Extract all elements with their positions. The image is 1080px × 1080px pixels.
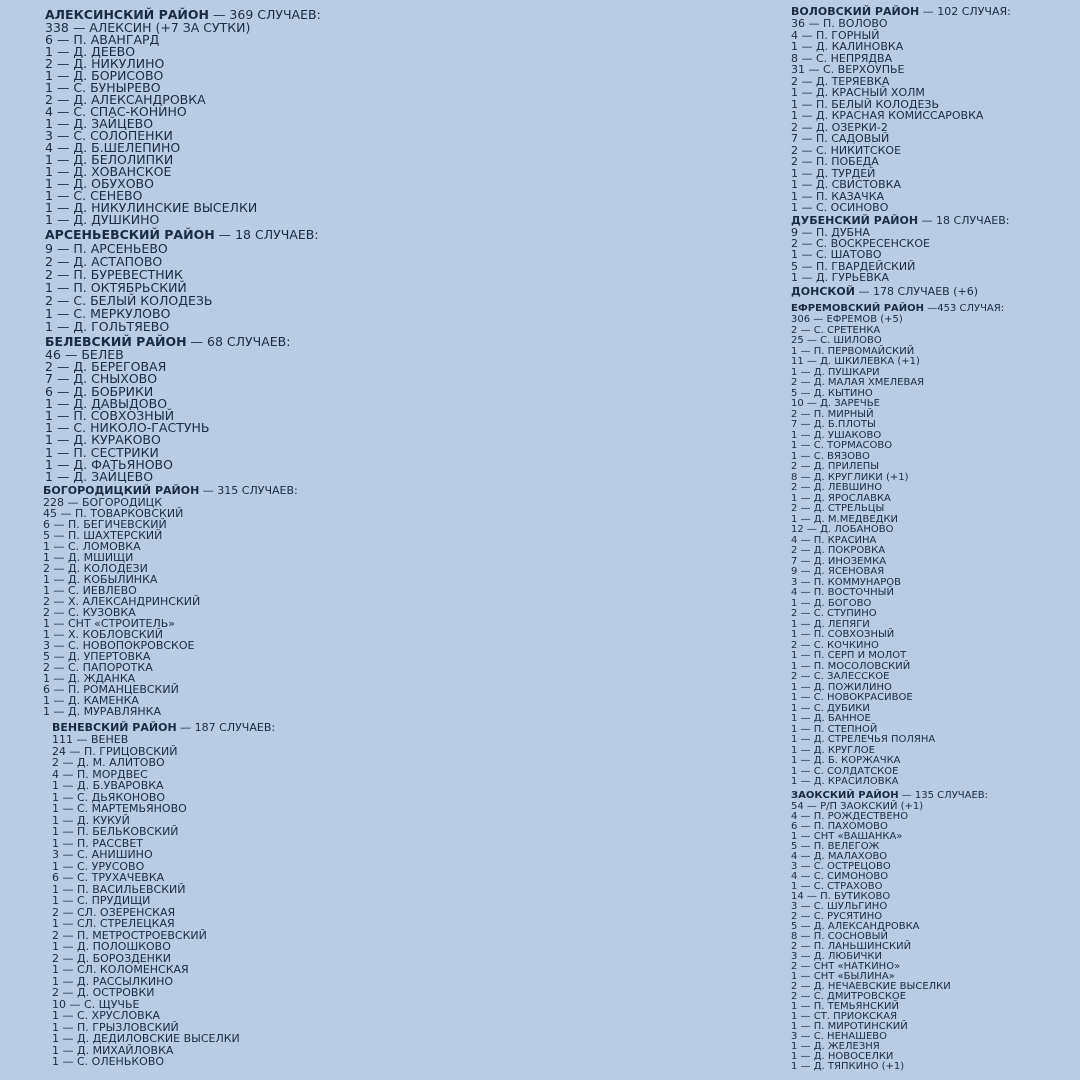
settlement-list <box>45 242 319 333</box>
case-count: — 102 СЛУЧАЯ: <box>919 5 1011 18</box>
settlement-line: 1 — СЛ. СТРЕЛЕЦКАЯ <box>52 917 175 930</box>
settlement-line: 1 — Д. ХОВАНСКОЕ <box>45 164 172 179</box>
district-title: ВЕНЕВСКИЙ РАЙОН <box>52 721 177 734</box>
settlement-line: 2 — Д. М. АЛИТОВО <box>52 756 165 769</box>
settlement-line: 1 — СНТ «БЫЛИНА» <box>791 971 895 982</box>
settlement-line: 12 — Д. ЛОБАНОВО <box>791 524 894 535</box>
settlement-line: 1 — Д. ДЕЕВО <box>45 44 136 59</box>
settlement-line: 1 — П. ПЕРВОМАЙСКИЙ <box>791 345 915 357</box>
settlement-list <box>52 734 275 1068</box>
settlement-line: 4 — Д. Б.ШЕЛЕПИНО <box>45 140 181 155</box>
settlement-line: 25 — С. ШИЛОВО <box>791 335 882 346</box>
settlement-line: 1 — СТ. ПРИОКСКАЯ <box>791 1011 898 1022</box>
settlement-line: 1 — Д. ПОЖИЛИНО <box>791 681 892 693</box>
settlement-line: 8 — С. НЕПРЯДВА <box>791 51 893 65</box>
settlement-line: 2 — Д. НИКУЛИНО <box>45 56 165 71</box>
settlement-line: 1 — С. ТОРМАСОВО <box>791 440 893 451</box>
settlement-line: 9 — П. АРСЕНЬЕВО <box>45 241 168 256</box>
settlement-line: 1 — С. МАРТЕМЬЯНОВО <box>52 802 187 815</box>
settlement-line: 338 — АЛЕКСИН (+7 ЗА СУТКИ) <box>45 20 251 35</box>
settlement-line: 6 — П. ПАХОМОВО <box>791 821 888 832</box>
settlement-line: 7 — Д. СНЫХОВО <box>45 371 158 387</box>
settlement-line: 2 — П. ЛАНЬШИНСКИЙ <box>791 941 912 952</box>
settlement-line: 4 — П. МОРДВЕС <box>52 767 148 781</box>
settlement-line: 1 — С. ШАТОВО <box>791 248 882 262</box>
settlement-list <box>45 349 290 483</box>
settlement-line: 5 — П. ШАХТЕРСКИЙ <box>43 529 163 542</box>
settlement-line: 6 — П. РОМАНЦЕВСКИЙ <box>43 683 179 696</box>
settlement-line: 1 — С. ОСИНОВО <box>791 201 889 214</box>
settlement-line: 1 — С. НОВОКРАСИВОЕ <box>791 692 913 703</box>
section-zaoksky <box>791 790 988 1072</box>
section-aleksin <box>45 8 321 226</box>
settlement-line: 14 — П. БУТИКОВО <box>791 891 891 902</box>
settlement-line: 10 — Д. ЗАРЕЧЬЕ <box>791 398 880 409</box>
settlement-line: 1 — Д. ТУРДЕЙ <box>791 166 876 180</box>
section-belev <box>45 335 290 483</box>
section-venev <box>52 722 275 1068</box>
district-title: ВОЛОВСКИЙ РАЙОН <box>791 5 920 18</box>
case-count: — 178 СЛУЧАЕВ (+6) <box>854 285 978 298</box>
section-arsenev <box>45 228 319 333</box>
settlement-line: 4 — П. ВОСТОЧНЫЙ <box>791 587 894 598</box>
settlement-line: 24 — П. ГРИЦОВСКИЙ <box>52 744 178 758</box>
settlement-line: 5 — Д. КЫТИНО <box>791 387 873 399</box>
case-count: — 68 СЛУЧАЕВ: <box>186 334 291 349</box>
settlement-line: 11 — Д. ШКИЛЕВКА (+1) <box>791 356 920 367</box>
settlement-line: 1 — Д. КРУГЛОЕ <box>791 744 875 756</box>
settlement-line: 1 — Д. ФАТЬЯНОВО <box>45 456 173 472</box>
settlement-line: 2 — Д. ПРИЛЕПЫ <box>791 461 880 472</box>
settlement-line: 2 — СЛ. ОЗЕРЕНСКАЯ <box>52 905 176 919</box>
district-title: ЕФРЕМОВСКИЙ РАЙОН <box>791 303 925 314</box>
settlement-line: 1 — Д. ОБУХОВО <box>45 176 154 191</box>
settlement-line: 228 — БОГОРОДИЦК <box>43 496 163 509</box>
settlement-line: 1 — Х. КОБЛОВСКИЙ <box>43 628 163 641</box>
case-count: — 315 СЛУЧАЕВ: <box>199 484 298 497</box>
settlement-line: 1 — С. ОЛЕНЬКОВО <box>52 1055 165 1068</box>
settlement-line: 1 — П. СЕРП И МОЛОТ <box>791 650 907 661</box>
settlement-line: 2 — Д. АСТАПОВО <box>45 254 163 269</box>
settlement-line: 1 — Д. КРАСНАЯ КОМИССАРОВКА <box>791 109 984 122</box>
settlement-line: 7 — Д. Б.ПЛОТЫ <box>791 419 876 430</box>
settlement-line: 2 — С. СТУПИНО <box>791 608 877 619</box>
settlement-line: 2 — С. КОЧКИНО <box>791 639 879 651</box>
settlement-line: 1 — П. ОКТЯБРЬСКИЙ <box>45 280 187 295</box>
settlement-line: 2 — Д. АЛЕКСАНДРОВКА <box>45 92 206 107</box>
settlement-line: 45 — П. ТОВАРКОВСКИЙ <box>43 507 184 520</box>
settlement-line: 3 — С. ОСТРЕЦОВО <box>791 861 891 872</box>
settlement-line: 1 — СЛ. КОЛОМЕНСКАЯ <box>52 963 189 976</box>
settlement-line: 46 — БЕЛЕВ <box>45 347 124 362</box>
settlement-line: 9 — П. ДУБНА <box>791 226 870 239</box>
settlement-line: 1 — П. ТЕМЬЯНСКИЙ <box>791 1001 900 1012</box>
settlement-line: 1 — С. ДУБИКИ <box>791 702 870 714</box>
settlement-line: 1 — С. ВЯЗОВО <box>791 450 870 462</box>
settlement-line: 1 — Д. КУКУЙ <box>52 813 130 827</box>
district-title: БОГОРОДИЦКИЙ РАЙОН <box>43 484 200 497</box>
case-count: — 369 СЛУЧАЕВ: <box>208 7 321 22</box>
settlement-list <box>791 802 988 1072</box>
settlement-line: 1 — С. УРУСОВО <box>52 859 145 873</box>
settlement-line: 1 — Д. ЖЕЛЕЗНЯ <box>791 1041 880 1052</box>
settlement-line: 1 — СНТ «ВАШАНКА» <box>791 831 903 842</box>
settlement-line: 1 — С. ПРУДИЩИ <box>52 894 151 907</box>
settlement-line: 8 — Д. КРУГЛИКИ (+1) <box>791 471 909 483</box>
settlement-line: 2 — С. РУСЯТИНО <box>791 911 883 922</box>
settlement-line: 1 — Д. М.МЕДВЕДКИ <box>791 513 899 525</box>
settlement-line: 1 — С. НИКОЛО-ГАСТУНЬ <box>45 420 210 436</box>
settlement-line: 1 — С. СЕНЕВО <box>45 188 143 203</box>
settlement-line: 2 — Д. ПОКРОВКА <box>791 545 886 556</box>
settlement-line: 6 — С. ТРУХАЧЕВКА <box>52 871 165 884</box>
settlement-line: 1 — Д. МШИЩИ <box>43 551 134 564</box>
settlement-line: 1 — Д. ЖДАНКА <box>43 672 136 685</box>
case-count: — 18 СЛУЧАЕВ: <box>214 227 319 242</box>
settlement-line: 7 — Д. ИНОЗЕМКА <box>791 555 887 567</box>
case-count: — 187 СЛУЧАЕВ: <box>176 721 276 734</box>
settlement-line: 1 — П. ГРЫЗЛОВСКИЙ <box>52 1020 179 1034</box>
settlement-line: 1 — П. СОВХОЗНЫЙ <box>45 408 175 424</box>
settlement-line: 1 — П. БЕЛЬКОВСКИЙ <box>52 825 179 838</box>
settlement-line: 2 — Д. КОЛОДЕЗИ <box>43 562 148 575</box>
settlement-line: 1 — Д. ДАВЫДОВО <box>45 395 168 411</box>
settlement-line: 2 — С. ДМИТРОВСКОЕ <box>791 991 907 1002</box>
settlement-line: 1 — Д. ГУРЬЕВКА <box>791 270 890 284</box>
settlement-line: 1 — Д. МУРАВЛЯНКА <box>43 705 161 718</box>
settlement-line: 4 — С. СПАС-КОНИНО <box>45 104 187 119</box>
settlement-line: 1 — П. РАССВЕТ <box>52 836 143 850</box>
settlement-line: 3 — С. НОВОПОКРОВСКОЕ <box>43 639 195 652</box>
settlement-line: 3 — Д. ЛЮБИЧКИ <box>791 951 882 962</box>
settlement-line: 1 — Д. СТРЕЛЕЧЬЯ ПОЛЯНА <box>791 734 936 745</box>
settlement-line: 1 — Д. ПОЛОШКОВО <box>52 940 171 953</box>
settlement-line: 1 — Д. ГОЛЬТЯЕВО <box>45 319 170 334</box>
section-bogoroditsk <box>43 485 298 717</box>
settlement-line: 2 — П. МЕТРОСТРОЕВСКИЙ <box>52 928 207 942</box>
settlement-line: 2 — П. ПОБЕДА <box>791 155 879 168</box>
settlement-line: 1 — П. КАЗАЧКА <box>791 189 885 203</box>
settlement-line: 2 — С. ПАПОРОТКА <box>43 661 153 674</box>
settlement-line: 1 — Д. КАЛИНОВКА <box>791 40 904 53</box>
settlement-line: 1 — Д. СВИСТОВКА <box>791 178 901 191</box>
settlement-list <box>791 227 1009 283</box>
settlement-line: 2 — С. ЗАЛЕССКОЕ <box>791 671 890 682</box>
district-title: ДОНСКОЙ <box>791 285 855 298</box>
settlement-line: 1 — П. СТЕПНОЙ <box>791 723 878 735</box>
settlement-line: 5 — П. ГВАРДЕЙСКИЙ <box>791 259 916 273</box>
settlement-line: 5 — П. ВЕЛЕГОЖ <box>791 841 880 852</box>
settlement-line: 1 — Д. ДЕДИЛОВСКИЕ ВЫСЕЛКИ <box>52 1032 240 1045</box>
settlement-line: 2 — Д. ОЗЕРКИ-2 <box>791 120 888 134</box>
settlement-line: 1 — Д. БАННОЕ <box>791 713 871 724</box>
settlement-line: 1 — П. СЕСТРИКИ <box>45 444 159 460</box>
settlement-line: 1 — Д. ДУШКИНО <box>45 212 160 227</box>
settlement-line: 9 — Д. ЯСЕНОВАЯ <box>791 566 885 577</box>
settlement-line: 1 — П. БЕЛЫЙ КОЛОДЕЗЬ <box>791 97 939 111</box>
settlement-line: 8 — П. СОСНОВЫЙ <box>791 931 888 942</box>
settlement-line: 1 — Д. БЕЛОЛИПКИ <box>45 152 174 167</box>
settlement-line: 1 — Д. ЛЕПЯГИ <box>791 618 870 630</box>
district-title: БЕЛЕВСКИЙ РАЙОН <box>45 334 187 349</box>
settlement-line: 1 — С. БУНЫРЕВО <box>45 80 161 95</box>
case-count: — 18 СЛУЧАЕВ: <box>918 214 1010 227</box>
settlement-line: 1 — Д. БОГОВО <box>791 597 872 609</box>
settlement-line: 2 — Д. НЕЧАЕВСКИЕ ВЫСЕЛКИ <box>791 981 951 992</box>
settlement-line: 1 — Д. КОБЫЛИНКА <box>43 573 158 586</box>
settlement-list <box>43 497 298 717</box>
settlement-line: 6 — П. АВАНГАРД <box>45 32 160 47</box>
settlement-line: 1 — П. СОВХОЗНЫЙ <box>791 629 895 640</box>
district-title: ДУБЕНСКИЙ РАЙОН <box>791 214 919 227</box>
district-title: АЛЕКСИНСКИЙ РАЙОН <box>45 7 209 22</box>
settlement-line: 1 — Д. ТЯПКИНО (+1) <box>791 1061 905 1072</box>
settlement-line: 1 — С. МЕРКУЛОВО <box>45 306 171 321</box>
settlement-line: 2 — П. МИРНЫЙ <box>791 408 874 420</box>
settlement-line: 3 — С. СОЛОПЕНКИ <box>45 128 173 143</box>
district-title: ЗАОКСКИЙ РАЙОН <box>791 790 899 801</box>
settlement-line: 1 — Д. ЗАЙЦЕВО <box>45 469 154 485</box>
settlement-line: 1 — Д. КРАСИЛОВКА <box>791 776 899 787</box>
settlement-line: 1 — С. ЛОМОВКА <box>43 540 141 553</box>
settlement-line: 36 — П. ВОЛОВО <box>791 17 888 30</box>
section-dubna <box>791 214 1009 283</box>
settlement-line: 5 — Д. АЛЕКСАНДРОВКА <box>791 921 920 932</box>
settlement-line: 1 — Д. КРАСНЫЙ ХОЛМ <box>791 86 925 99</box>
section-heading <box>45 228 319 242</box>
settlement-line: 2 — С. КУЗОВКА <box>43 606 136 619</box>
settlement-line: 3 — С. НЕНАШЕВО <box>791 1031 888 1042</box>
settlement-line: 6 — Д. БОБРИКИ <box>45 383 154 399</box>
settlement-line: 4 — С. СИМОНОВО <box>791 871 889 882</box>
section-volovo <box>791 5 1011 214</box>
case-count: — 135 СЛУЧАЕВ: <box>898 790 989 801</box>
settlement-line: 1 — Д. ЗАЙЦЕВО <box>45 116 154 131</box>
settlement-line: 1 — С. ДЬЯКОНОВО <box>52 790 166 804</box>
settlement-line: 1 — Д. КУРАКОВО <box>45 432 161 448</box>
settlement-line: 2 — Д. МАЛАЯ ХМЕЛЕВАЯ <box>791 377 925 388</box>
settlement-line: 4 — Д. МАЛАХОВО <box>791 851 888 862</box>
section-heading <box>791 285 978 298</box>
settlement-line: 1 — С. ИЕВЛЕВО <box>43 584 137 597</box>
settlement-line: 2 — Д. ТЕРЯЕВКА <box>791 74 890 88</box>
settlement-line: 6 — П. БЕГИЧЕВСКИЙ <box>43 518 167 531</box>
settlement-list <box>45 22 321 226</box>
settlement-line: 1 — П. МОСОЛОВСКИЙ <box>791 660 911 672</box>
settlement-line: 2 — Д. БОРОЗДЕНКИ <box>52 951 171 965</box>
settlement-line: 1 — С. ХРУСЛОВКА <box>52 1009 161 1022</box>
settlement-line: 3 — С. АНИШИНО <box>52 848 153 861</box>
settlement-line: 1 — Д. МИХАЙЛОВКА <box>52 1043 174 1057</box>
settlement-line: 3 — С. ШУЛЬГИНО <box>791 901 888 912</box>
settlement-line: 1 — Д. РАССЫЛКИНО <box>52 974 174 988</box>
settlement-line: 2 — С. ВОСКРЕСЕНСКОЕ <box>791 237 930 251</box>
settlement-line: 1 — Д. ПУШКАРИ <box>791 366 880 378</box>
settlement-line: 2 — Д. ОСТРОВКИ <box>52 986 155 999</box>
settlement-line: 10 — С. ЩУЧЬЕ <box>52 997 140 1011</box>
settlement-line: 2 — Х. АЛЕКСАНДРИНСКИЙ <box>43 595 201 608</box>
case-count: —453 СЛУЧАЯ: <box>924 303 1005 314</box>
settlement-line: 1 — Д. БОРИСОВО <box>45 68 164 83</box>
settlement-line: 1 — Д. Б. КОРЖАЧКА <box>791 755 901 766</box>
settlement-line: 3 — П. КОММУНАРОВ <box>791 576 902 588</box>
settlement-line: 2 — С. НИКИТСКОЕ <box>791 143 902 157</box>
settlement-line: 1 — Д. ЯРОСЛАВКА <box>791 492 891 504</box>
settlement-line: 7 — П. САДОВЫЙ <box>791 132 890 145</box>
section-donskoy <box>791 285 978 298</box>
settlement-line: 2 — П. БУРЕВЕСТНИК <box>45 267 183 282</box>
settlement-line: 4 — П. РОЖДЕСТВЕНО <box>791 811 909 822</box>
settlement-line: 1 — П. МИРОТИНСКИЙ <box>791 1021 908 1032</box>
settlement-line: 4 — П. КРАСИНА <box>791 534 877 546</box>
settlement-line: 2 — Д. СТРЕЛЬЦЫ <box>791 503 885 514</box>
settlement-line: 5 — Д. УПЕРТОВКА <box>43 650 151 663</box>
settlement-line: 2 — Д. БЕРЕГОВАЯ <box>45 359 167 375</box>
settlement-line: 2 — СНТ «НАТКИНО» <box>791 961 901 972</box>
settlement-line: 1 — Д. НИКУЛИНСКИЕ ВЫСЕЛКИ <box>45 200 258 215</box>
settlement-line: 1 — Д. НОВОСЕЛКИ <box>791 1051 894 1062</box>
settlement-line: 1 — СНТ «СТРОИТЕЛЬ» <box>43 617 176 630</box>
settlement-line: 4 — П. ГОРНЫЙ <box>791 28 880 42</box>
settlement-list <box>791 18 1011 214</box>
settlement-line: 306 — ЕФРЕМОВ (+5) <box>791 314 903 325</box>
settlement-list <box>791 315 1004 788</box>
settlement-line: 1 — Д. Б.УВАРОВКА <box>52 779 164 792</box>
section-efremov <box>791 303 1004 788</box>
settlement-line: 1 — Д. КАМЕНКА <box>43 694 139 707</box>
settlement-line: 111 — ВЕНЕВ <box>52 733 129 746</box>
settlement-line: 2 — Д. ЛЕВШИНО <box>791 482 883 493</box>
settlement-line: 2 — С. БЕЛЫЙ КОЛОДЕЗЬ <box>45 293 213 308</box>
settlement-line: 2 — С. СРЕТЕНКА <box>791 324 881 336</box>
settlement-line: 54 — Р/П ЗАОКСКИЙ (+1) <box>791 801 924 812</box>
settlement-line: 31 — С. ВЕРХОУПЬЕ <box>791 63 905 76</box>
settlement-line: 1 — П. ВАСИЛЬЕВСКИЙ <box>52 882 186 896</box>
settlement-line: 1 — Д. УШАКОВО <box>791 429 882 441</box>
district-title: АРСЕНЬЕВСКИЙ РАЙОН <box>45 227 215 242</box>
settlement-line: 1 — С. СОЛДАТСКОЕ <box>791 765 899 777</box>
settlement-line: 1 — С. СТРАХОВО <box>791 881 883 892</box>
